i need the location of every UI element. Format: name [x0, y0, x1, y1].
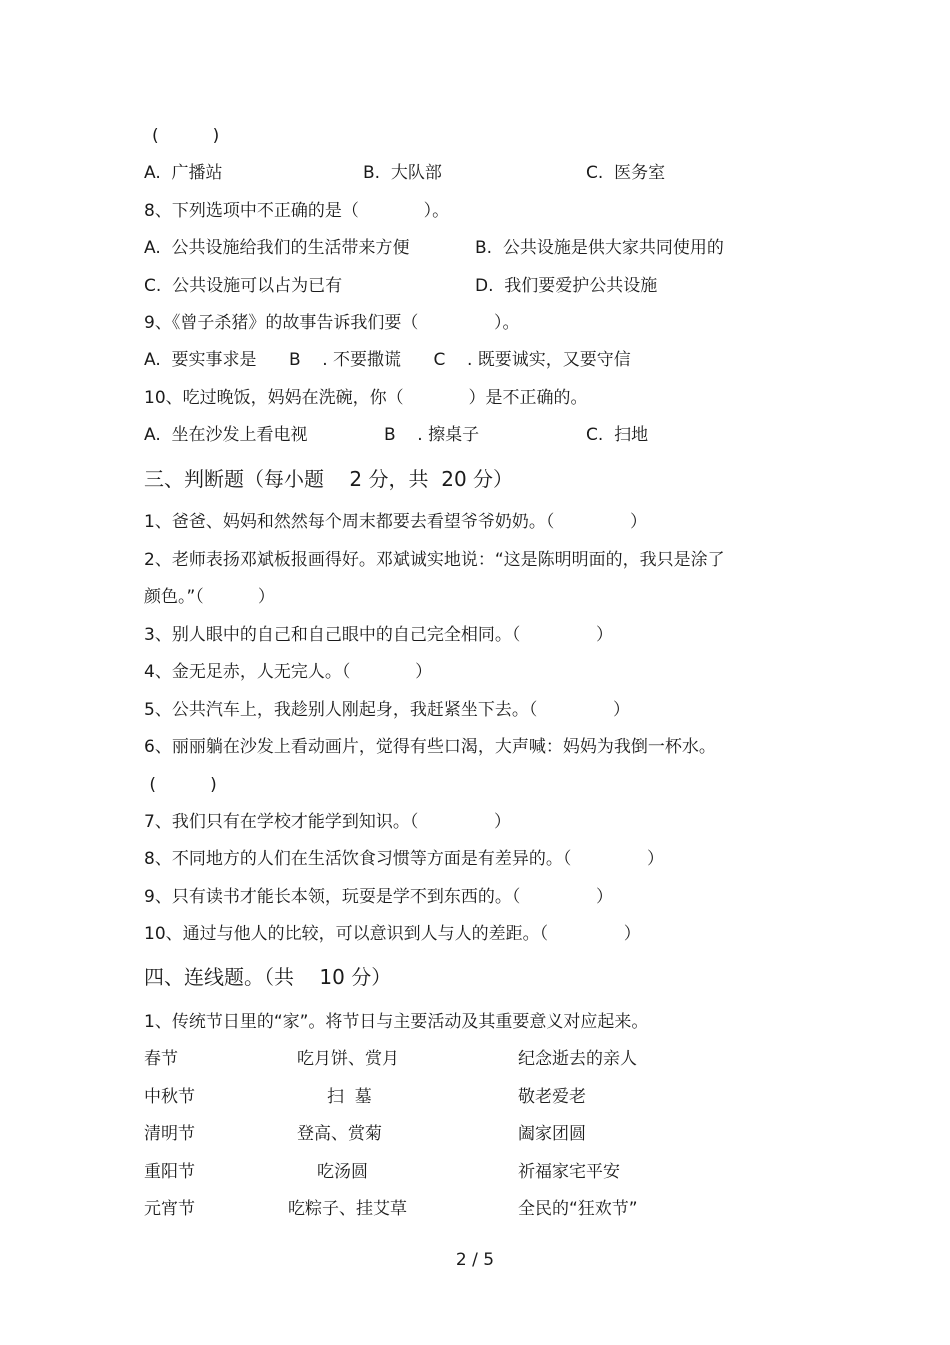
q10-option-b: B . 擦桌子 [384, 425, 480, 445]
festival-meaning: 阖家团圆 [518, 1124, 586, 1144]
q10-option-c: C. 扫地 [586, 425, 649, 445]
festival-meaning: 敬老爱老 [518, 1087, 586, 1107]
page-number: 2 / 5 [455, 1250, 495, 1270]
festival-name: 中秋节 [144, 1087, 195, 1107]
q7-option-b: B. 大队部 [363, 163, 442, 183]
q8-option-c: C. 公共设施可以占为已有 [144, 276, 343, 296]
festival-activity: 吃汤圆 [317, 1162, 368, 1182]
festival-name: 元宵节 [144, 1199, 195, 1219]
festival-name: 春节 [144, 1049, 178, 1069]
festival-activity: 吃粽子、挂艾草 [288, 1199, 407, 1219]
judge-item: 1、爸爸、妈妈和然然每个周末都要去看望爷爷奶奶。（ ） [144, 512, 647, 532]
q8-option-a: A. 公共设施给我们的生活带来方便 [144, 238, 410, 258]
q8-option-b: B. 公共设施是供大家共同使用的 [475, 238, 724, 258]
q10-question: 10、吃过晚饭，妈妈在洗碗，你（ ）是不正确的。 [144, 388, 588, 408]
q8-question: 8、下列选项中不正确的是（ ）。 [144, 201, 450, 221]
q9-options: A. 要实事求是 B . 不要撒谎 C . 既要诚实，又要守信 [144, 350, 631, 370]
q7-option-c: C. 医务室 [586, 163, 666, 183]
q7-option-a: A. 广播站 [144, 163, 223, 183]
q10-option-a: A. 坐在沙发上看电视 [144, 425, 308, 445]
festival-name: 清明节 [144, 1124, 195, 1144]
festival-activity: 扫 墓 [327, 1087, 372, 1107]
festival-activity: 吃月饼、赏月 [297, 1049, 399, 1069]
q8-option-d: D. 我们要爱护公共设施 [475, 276, 658, 296]
judge-item: 6、丽丽躺在沙发上看动画片，觉得有些口渴，大声喊：妈妈为我倒一杯水。 [144, 737, 716, 757]
judge-item: ( ) [144, 775, 217, 795]
q9-question: 9、《曾子杀猪》的故事告诉我们要（ ）。 [144, 313, 520, 333]
festival-name: 重阳节 [144, 1162, 195, 1182]
judge-item: 5、公共汽车上，我趁别人刚起身，我赶紧坐下去。（ ） [144, 700, 630, 720]
judge-item: 2、老师表扬邓斌板报画得好。邓斌诚实地说：“这是陈明明面的，我只是涂了 [144, 550, 725, 570]
judge-item: 9、只有读书才能长本领，玩耍是学不到东西的。（ ） [144, 887, 613, 907]
judge-item: 10、通过与他人的比较，可以意识到人与人的差距。（ ） [144, 924, 641, 944]
matching-question: 1、传统节日里的“家”。将节日与主要活动及其重要意义对应起来。 [144, 1012, 649, 1032]
judge-item: 3、别人眼中的自己和自己眼中的自己完全相同。（ ） [144, 625, 613, 645]
festival-meaning: 全民的“狂欢节” [518, 1199, 638, 1219]
section4-heading: 四、连线题。（共 10 分） [144, 965, 392, 989]
section3-heading: 三、判断题（每小题 2 分，共 20 分） [144, 467, 514, 491]
judge-item: 8、不同地方的人们在生活饮食习惯等方面是有差异的。（ ） [144, 849, 664, 869]
festival-meaning: 纪念逝去的亲人 [518, 1049, 637, 1069]
judge-item: 4、金无足赤，人无完人。（ ） [144, 662, 433, 682]
judge-item: 7、我们只有在学校才能学到知识。（ ） [144, 812, 511, 832]
festival-meaning: 祈福家宅平安 [518, 1162, 620, 1182]
judge-item: 颜色。”（ ） [144, 587, 275, 607]
q7-answer-blank: ( ) [152, 126, 220, 146]
festival-activity: 登高、赏菊 [297, 1124, 382, 1144]
